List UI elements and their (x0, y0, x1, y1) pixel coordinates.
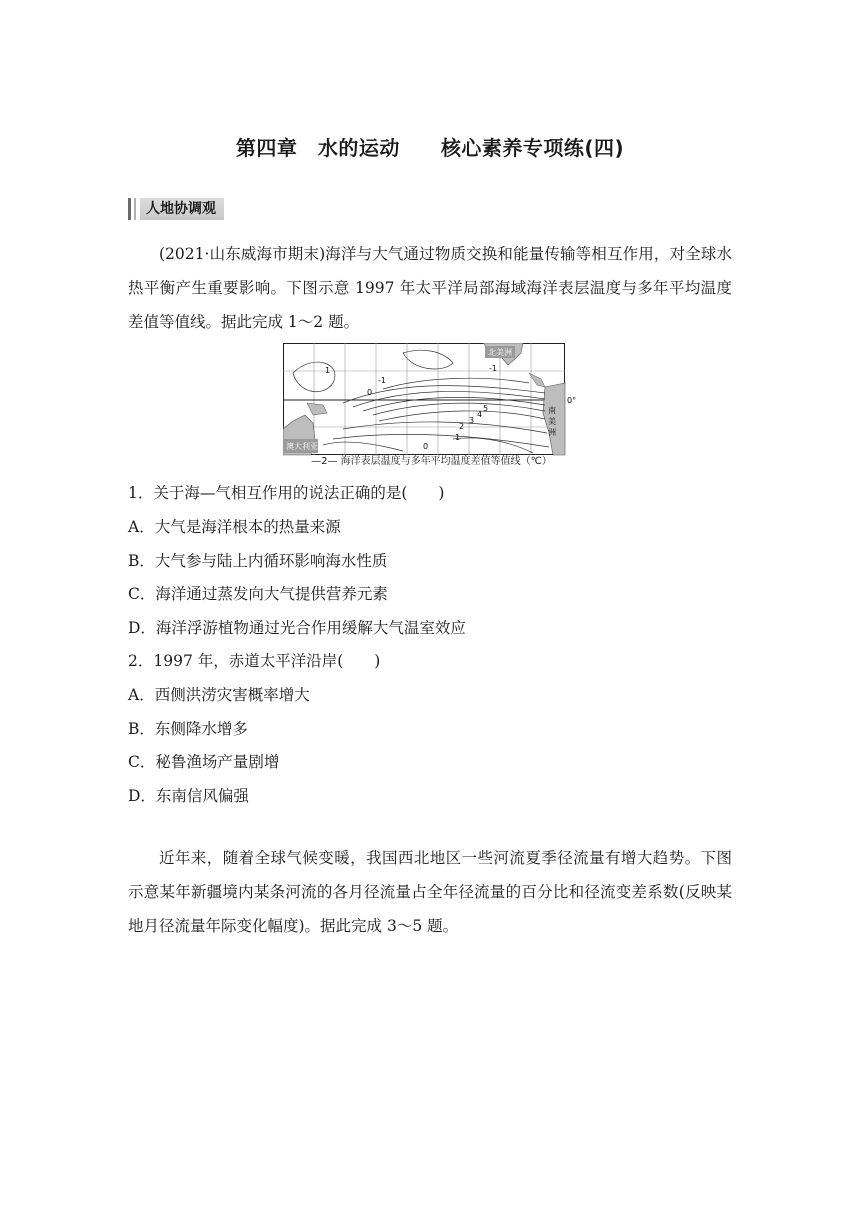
question-1-option-b: B．大气参与陆上内循环影响海水性质 (128, 552, 388, 570)
isoline-label: 5 (483, 404, 489, 413)
pacific-sst-anomaly-map (283, 343, 580, 471)
isoline-label: 0 (423, 442, 429, 451)
question-2-stem: 2．1997 年，赤道太平洋沿岸( ) (128, 652, 381, 670)
section-label: 人地协调观 (140, 198, 224, 220)
isoline-label: -1 (378, 376, 386, 385)
question-2-option-b: B．东侧降水增多 (128, 720, 248, 738)
question-1-option-c: C．海洋通过蒸发向大气提供营养元素 (128, 585, 388, 603)
label-south-america-1: 南 (548, 406, 556, 415)
label-equator: 0° (567, 396, 577, 405)
section-tag (128, 198, 224, 220)
question-2-option-c: C．秘鲁渔场产量剧增 (128, 753, 280, 771)
section-tag-bar-light (134, 198, 136, 220)
question-1-option-a: A．大气是海洋根本的热量来源 (128, 518, 341, 536)
isoline-label: -1 (489, 364, 497, 373)
question-2-option-a: A．西侧洪涝灾害概率增大 (128, 686, 310, 704)
intro-paragraph-1: (2021·山东威海市期末)海洋与大气通过物质交换和能量传输等相互作用，对全球水热平衡产生重要影响。下图示意 1997 年太平洋局部海域海洋表层温度与多年平均温度差值等值线。据此完成 1～2 题。 (128, 245, 732, 331)
isoline-label: 0 (367, 388, 373, 397)
isoline-label: 2 (459, 422, 465, 431)
isoline-label: 1 (455, 433, 461, 442)
question-2-option-d: D．东南信风偏强 (128, 787, 249, 805)
label-south-america-2: 美 (548, 417, 556, 426)
figure-caption: —2— 海洋表层温度与多年平均温度差值等值线（℃） (311, 456, 552, 467)
label-australia: 澳大利亚 (286, 442, 318, 451)
question-1-stem: 1．关于海—气相互作用的说法正确的是( ) (128, 484, 445, 502)
label-south-america-3: 洲 (548, 428, 556, 437)
section-tag-bar (128, 198, 131, 220)
isoline-label: 4 (477, 410, 483, 419)
page-title: 第四章 水的运动 核心素养专项练(四) (235, 136, 625, 160)
intro-paragraph-2: 近年来，随着全球气候变暖，我国西北地区一些河流夏季径流量有增大趋势。下图示意某年新疆境内某条河流的各月径流量占全年径流量的百分比和径流变差系数(反映某地月径流量年际变化幅度)。据此完成 3～5 题。 (128, 849, 732, 935)
question-1-option-d: D．海洋浮游植物通过光合作用缓解大气温室效应 (128, 619, 466, 637)
isoline-label: 1 (325, 366, 331, 375)
label-north-america: 北美洲 (488, 348, 512, 357)
isoline-label: 3 (469, 416, 475, 425)
